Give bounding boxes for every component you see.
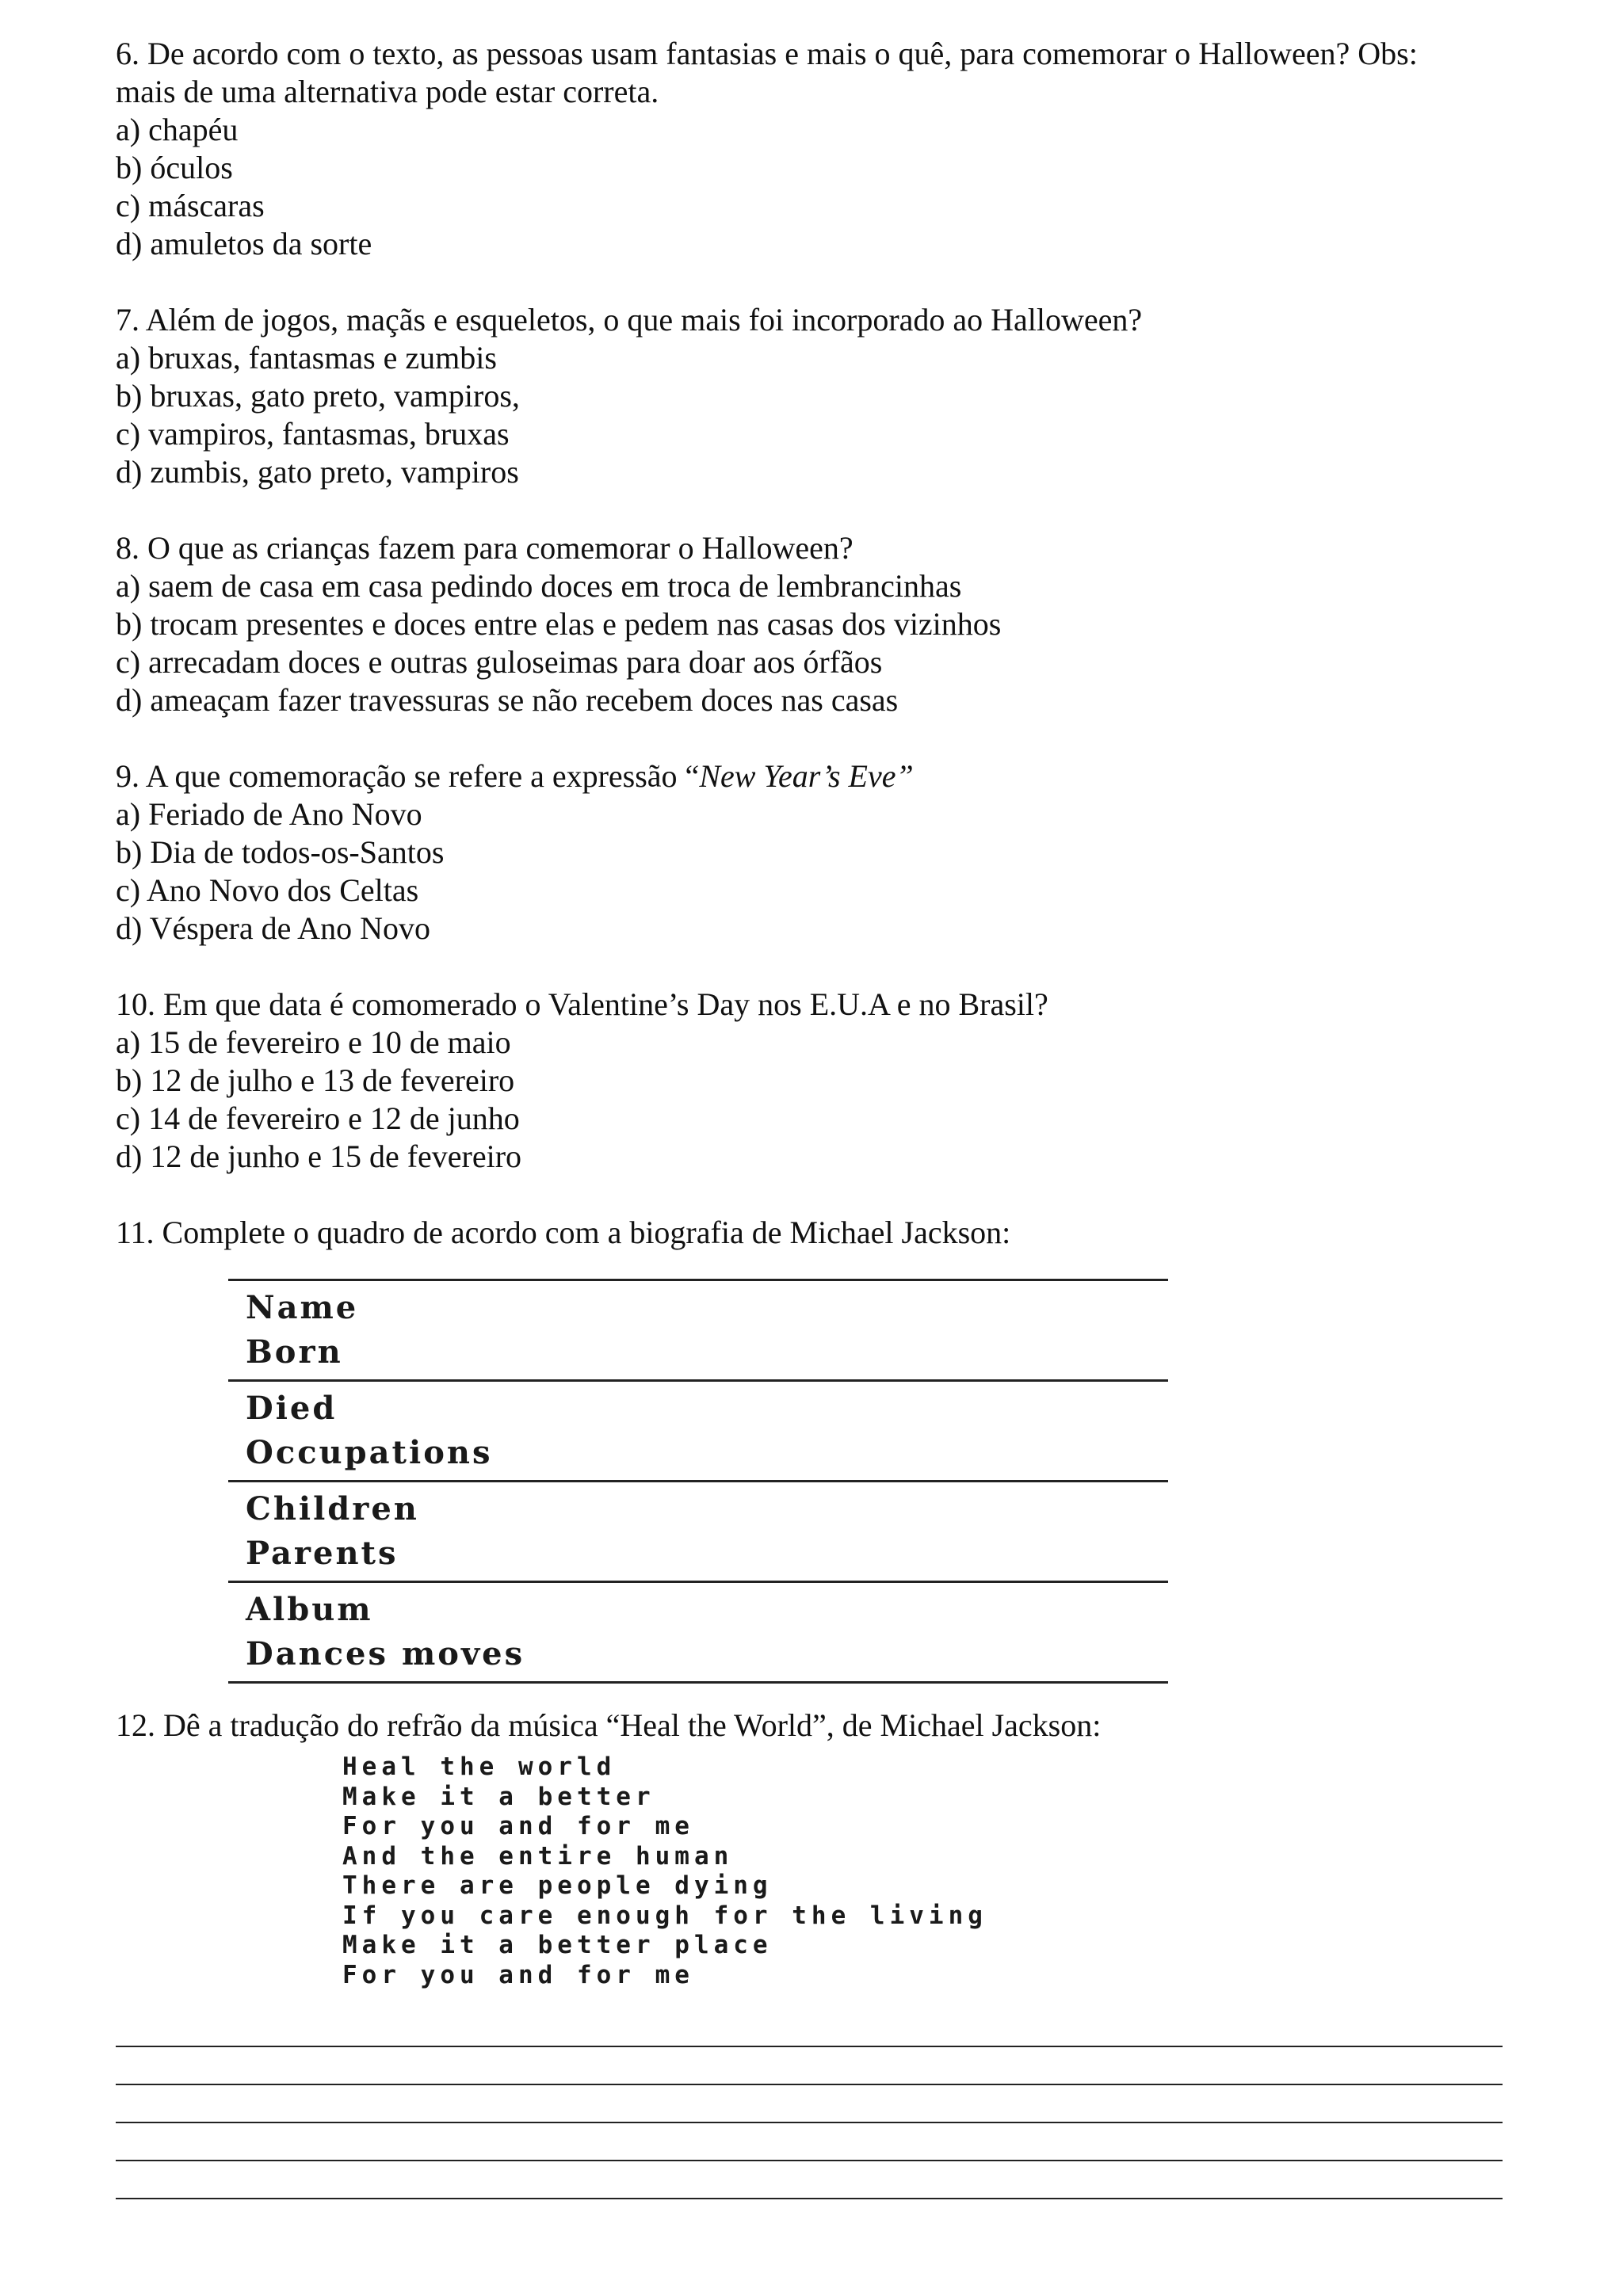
answer-line[interactable]: [116, 2198, 1503, 2199]
lyric-line: And the entire human: [342, 1841, 734, 1871]
lyric-line: Make it a better place: [342, 1931, 773, 1959]
question-text-italic: New Year’s Eve”: [699, 758, 914, 794]
question-text: 7. Além de jogos, maçãs e esqueletos, o que mais foi incorporado ao Halloween?: [116, 302, 1143, 338]
option-b: b) bruxas, gato preto, vampiros,: [116, 378, 520, 414]
question-text: 6. De acordo com o texto, as pessoas usam fantasias e mais o quê, para comemorar o Halloween? Obs:: [116, 36, 1418, 71]
option-a: a) chapéu: [116, 112, 239, 147]
option-c: c) arrecadam doces e outras guloseimas para doar aos órfãos: [116, 644, 883, 680]
lyric-line: For you and for me: [342, 1812, 694, 1840]
lyric-line: Make it a better: [342, 1782, 655, 1811]
option-c: c) máscaras: [116, 188, 265, 223]
option-d: d) 12 de junho e 15 de fevereiro: [116, 1138, 522, 1174]
question-text: mais de uma alternativa pode estar correta.: [116, 74, 659, 109]
label-died: Died: [246, 1390, 338, 1427]
question-9: [116, 757, 1503, 948]
answer-lines: [116, 2046, 1503, 2236]
table-row-group: [228, 1581, 1168, 1684]
table-row-group: [228, 1480, 1168, 1581]
question-text: 11. Complete o quadro de acordo com a biografia de Michael Jackson:: [116, 1215, 1011, 1250]
option-a: a) bruxas, fantasmas e zumbis: [116, 340, 497, 376]
label-born: Born: [246, 1333, 343, 1371]
label-parents: Parents: [246, 1535, 399, 1572]
answer-line[interactable]: [116, 2122, 1503, 2123]
option-b: b) trocam presentes e doces entre elas e pedem nas casas dos vizinhos: [116, 606, 1002, 642]
question-11: [116, 1214, 1503, 1252]
option-a: a) Feriado de Ano Novo: [116, 796, 422, 832]
biography-table: [228, 1279, 1168, 1684]
option-a: a) 15 de fevereiro e 10 de maio: [116, 1024, 511, 1060]
question-text: 10. Em que data é comomerado o Valentine’s Day nos E.U.A e no Brasil?: [116, 986, 1048, 1022]
option-c: c) vampiros, fantasmas, bruxas: [116, 416, 510, 452]
lyric-line: There are people dying: [342, 1871, 773, 1900]
question-text-prefix: 9. A que comemoração se refere a expressão “: [116, 758, 700, 794]
label-children: Children: [246, 1490, 419, 1527]
option-a: a) saem de casa em casa pedindo doces em troca de lembrancinhas: [116, 568, 962, 604]
option-d: d) Véspera de Ano Novo: [116, 910, 430, 946]
option-b: b) 12 de julho e 13 de fevereiro: [116, 1062, 515, 1098]
lyric-line: If you care enough for the living: [342, 1901, 987, 1930]
option-b: b) óculos: [116, 150, 233, 185]
option-d: d) amuletos da sorte: [116, 226, 372, 261]
label-name: Name: [246, 1289, 359, 1326]
table-row-group: [228, 1379, 1168, 1480]
question-text: 8. O que as crianças fazem para comemorar o Halloween?: [116, 530, 854, 566]
option-c: c) 14 de fevereiro e 12 de junho: [116, 1100, 520, 1136]
lyric-line: For you and for me: [342, 1960, 694, 1989]
answer-line[interactable]: [116, 2046, 1503, 2047]
option-b: b) Dia de todos-os-Santos: [116, 834, 445, 870]
question-12: 12. Dê a tradução do refrão da música “Heal the World”, de Michael Jackson:: [116, 1707, 1102, 1743]
lyric-line: Heal the world: [342, 1753, 617, 1781]
lyrics-block: [342, 1753, 987, 1990]
option-d: d) zumbis, gato preto, vampiros: [116, 454, 519, 490]
answer-line[interactable]: [116, 2084, 1503, 2085]
option-c: c) Ano Novo dos Celtas: [116, 872, 419, 908]
worksheet-page: [116, 35, 1503, 1252]
label-album: Album: [246, 1591, 373, 1628]
label-dance-moves: Dances moves: [246, 1635, 525, 1672]
question-6: [116, 35, 1503, 263]
question-7: [116, 301, 1503, 491]
question-text: [116, 757, 1503, 795]
question-8: [116, 529, 1503, 719]
table-row-group: [228, 1279, 1168, 1379]
question-10: [116, 986, 1503, 1176]
label-occupations: Occupations: [246, 1434, 493, 1471]
option-d: d) ameaçam fazer travessuras se não recebem doces nas casas: [116, 682, 899, 718]
answer-line[interactable]: [116, 2160, 1503, 2161]
